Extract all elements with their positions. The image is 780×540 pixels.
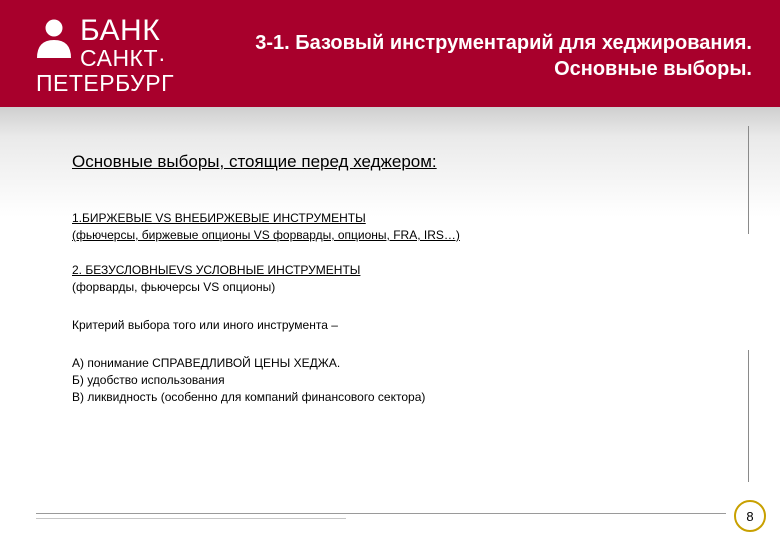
criteria-item-c: В) ликвидность (особенно для компаний финансового сектора) [72, 390, 426, 404]
slide-content [72, 150, 712, 406]
criterion-text: Критерий выбора того или иного инструмента – [72, 318, 338, 332]
criteria-item-a: А) понимание СПРАВЕДЛИВОЙ ЦЕНЫ ХЕДЖА. [72, 356, 341, 370]
item1-detail: (фьючерсы, биржевые опционы VS форварды, опционы, FRA, IRS…) [72, 228, 460, 242]
footer-divider [36, 513, 726, 514]
criteria-item-b: Б) удобство использования [72, 373, 225, 387]
logo-text-line1: БАНК [80, 14, 161, 47]
item2-title: 2. БЕЗУСЛОВНЫЕVS УСЛОВНЫЕ ИНСТРУМЕНТЫ [72, 263, 361, 277]
page-number-badge [734, 500, 766, 532]
header-bar [0, 0, 780, 107]
logo-text-line3: ПЕТЕРБУРГ [36, 70, 175, 96]
logo-figure-icon [34, 16, 78, 66]
item2-detail: (форварды, фьючерсы VS опционы) [72, 280, 276, 294]
right-divider-bottom [748, 350, 749, 482]
item1-title: 1.БИРЖЕВЫЕ VS ВНЕБИРЖЕВЫЕ ИНСТРУМЕНТЫ [72, 211, 366, 225]
right-divider-top [748, 126, 749, 234]
slide-title-line2: Основные выборы. [554, 58, 752, 80]
footer-divider-secondary [36, 518, 346, 519]
slide-title [192, 30, 752, 82]
bank-logo [34, 16, 184, 96]
page-number: 8 [746, 508, 754, 524]
logo-text-line2: САНКТ· [80, 45, 167, 71]
slide-title-line1: 3-1. Базовый инструментарий для хеджирования. [255, 32, 752, 54]
content-heading: Основные выборы, стоящие перед хеджером: [72, 152, 437, 171]
